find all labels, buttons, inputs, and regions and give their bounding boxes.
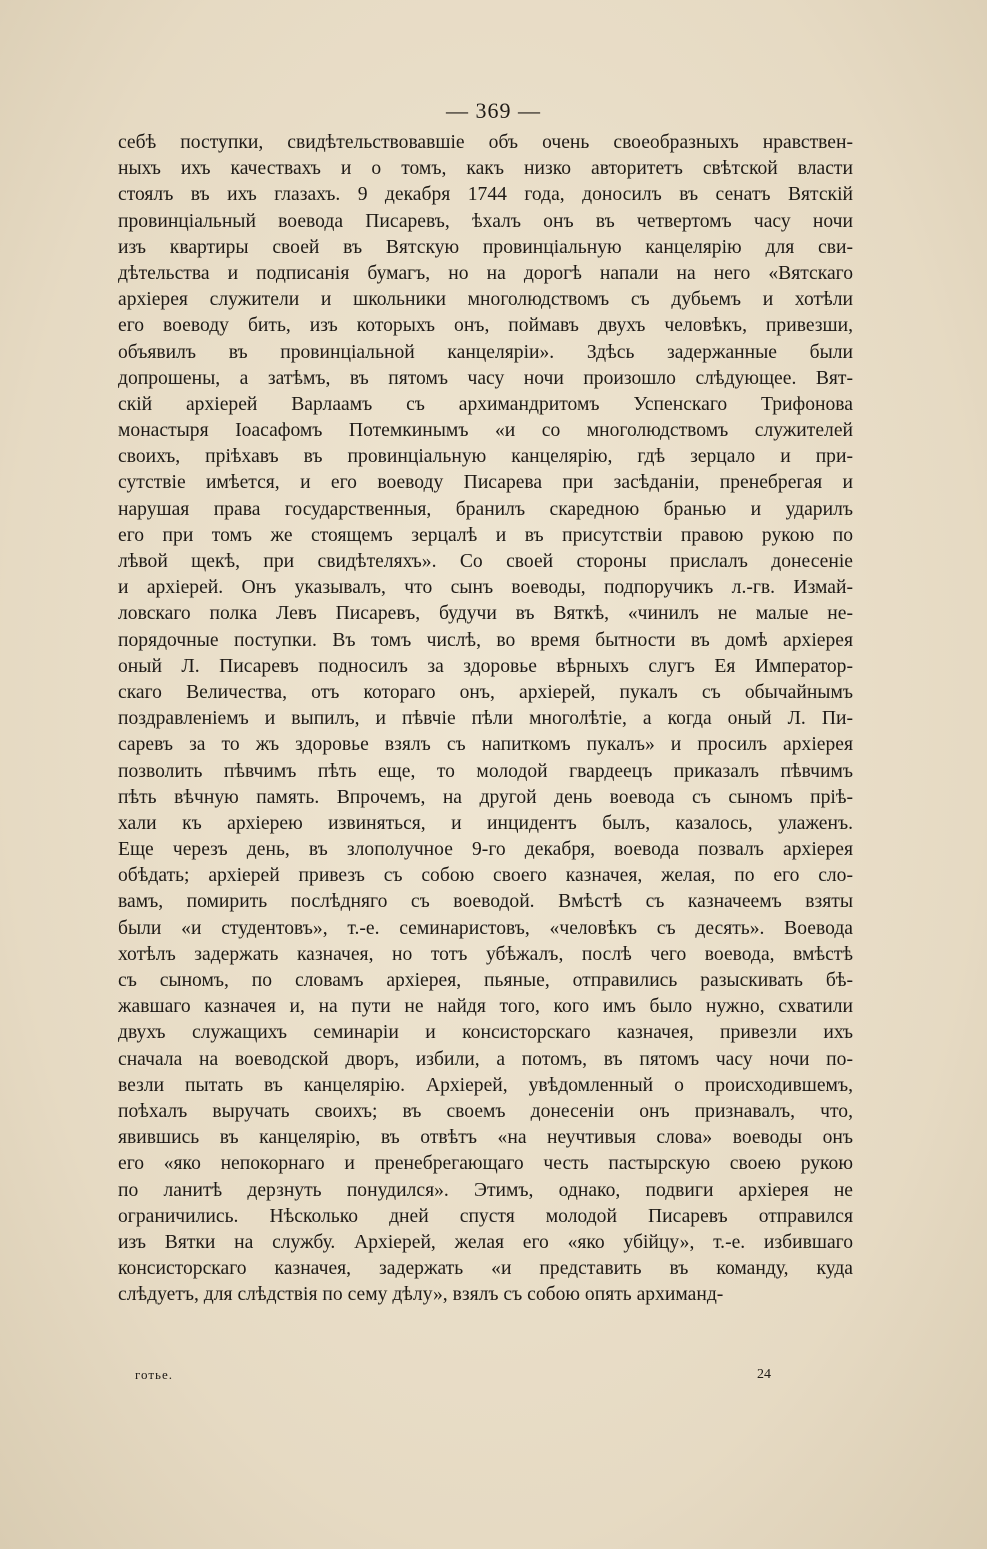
sheet-number: 24 <box>757 1367 771 1382</box>
text-line: обѣдать; архіерей привезъ съ собою своего казначея, желая, по его сло- <box>118 865 853 887</box>
footer-signature: готье. <box>135 1367 173 1382</box>
text-line: сутствіе имѣется, и его воеводу Писарева при засѣданіи, пренебрегая и <box>118 472 853 494</box>
text-line: лѣвой щекѣ, при свидѣтеляхъ». Со своей стороны прислалъ донесеніе <box>118 551 853 572</box>
text-line: поздравленіемъ и выпилъ, и пѣвчіе пѣли многолѣтіе, а когда оный Л. Пи- <box>118 708 853 730</box>
text-line: саревъ за то жъ здоровье взялъ съ напиткомъ пукалъ» и просилъ архіерея <box>118 734 853 756</box>
text-line: оный Л. Писаревъ подносилъ за здоровье вѣрныхъ слугъ Ея Император- <box>118 655 853 677</box>
text-line: провинціальный воевода Писаревъ, ѣхалъ онъ въ четвертомъ часу ночи <box>118 210 853 232</box>
text-line: допрошены, а затѣмъ, въ пятомъ часу ночи произошло слѣдующее. Вят- <box>118 367 853 389</box>
text-line: его «яко непокорнаго и пренебрегающаго честь пастырскую своею рукою <box>118 1153 853 1175</box>
text-line: хотѣлъ задержать казначея, но тотъ убѣжалъ, послѣ чего воевода, вмѣстѣ <box>118 943 853 965</box>
text-line: по ланитѣ дерзнуть понудился». Этимъ, однако, подвиги архіерея не <box>118 1179 853 1201</box>
text-line: съ сыномъ, по словамъ архіерея, пьяные, отправились разыскивать бѣ- <box>118 970 853 991</box>
text-line: порядочные поступки. Въ томъ числѣ, во время бытности въ домѣ архіерея <box>118 629 853 651</box>
text-line: поѣхалъ выручать своихъ; въ своемъ донесеніи онъ признавалъ, что, <box>118 1100 853 1122</box>
text-line: сначала на воеводской дворъ, избили, а потомъ, въ пятомъ часу ночи по- <box>118 1048 853 1070</box>
text-line: себѣ поступки, свидѣтельствовавшіе объ очень своеобразныхъ нравствен- <box>118 132 853 153</box>
text-line: двухъ служащихъ семинаріи и консисторскаго казначея, привезли ихъ <box>118 1022 853 1044</box>
text-line: скаго Величества, отъ котораго онъ, архіерей, пукалъ съ обычайнымъ <box>118 681 853 703</box>
text-line: пѣть вѣчную память. Впрочемъ, на другой день воевода съ сыномъ пріѣ- <box>118 786 853 808</box>
text-line: ограничились. Нѣсколько дней спустя молодой Писаревъ отправился <box>118 1205 853 1227</box>
text-line: скій архіерей Варлаамъ съ архимандритомъ Успенскаго Трифонова <box>118 393 853 415</box>
text-line: явившись въ канцелярію, въ отвѣтъ «на неучтивыя слова» воеводы онъ <box>118 1127 853 1149</box>
text-line: его воеводу бить, изъ которыхъ онъ, поймавъ двухъ человѣкъ, привезши, <box>118 315 853 337</box>
text-line: слѣдуетъ, для слѣдствія по сему дѣлу», взялъ съ собою опять архиманд- <box>118 1284 724 1306</box>
text-line: нарушая права государственныя, бранилъ скаредною бранью и ударилъ <box>118 498 853 520</box>
text-line: изъ квартиры своей въ Вятскую провинціальную канцелярію для сви- <box>118 236 853 258</box>
text-line: дѣтельства и подписанія бумагъ, но на дорогѣ напали на него «Вятскаго <box>118 262 853 284</box>
text-line: ловскаго полка Левъ Писаревъ, будучи въ Вяткѣ, «чинилъ не малые не- <box>118 603 853 625</box>
text-line: своихъ, пріѣхавъ въ провинціальную канцелярію, гдѣ зерцало и при- <box>118 446 853 468</box>
text-line: консисторскаго казначея, задержать «и представить въ команду, куда <box>118 1258 853 1280</box>
page-footer <box>135 1367 771 1383</box>
text-line: были «и студентовъ», т.-е. семинаристовъ, «человѣкъ съ десять». Воевода <box>118 917 853 939</box>
text-line: хали къ архіерею извиняться, и инцидентъ былъ, казалось, улаженъ. <box>118 812 853 834</box>
text-line: вамъ, помирить послѣдняго съ воеводой. Вмѣстѣ съ казначеемъ взяты <box>118 891 853 913</box>
text-line: архіерея служители и школьники многолюдствомъ съ дубьемъ и хотѣли <box>118 289 853 311</box>
text-line: везли пытать въ канцелярію. Архіерей, увѣдомленный о происходившемъ, <box>118 1074 853 1096</box>
text-line: Еще черезъ день, въ злополучное 9-го декабря, воевода позвалъ архіерея <box>118 839 853 861</box>
text-line: ныхъ ихъ качествахъ и о томъ, какъ низко авторитетъ свѣтской власти <box>118 158 853 180</box>
text-line: монастыря Іоасафомъ Потемкинымъ «и со многолюдствомъ служителей <box>118 420 853 442</box>
text-line: объявилъ въ провинціальной канцеляріи». Здѣсь задержанные были <box>118 341 853 363</box>
text-line: позволить пѣвчимъ пѣть еще, то молодой гвардеецъ приказалъ пѣвчимъ <box>118 760 853 782</box>
page-number: — 369 — <box>446 98 541 123</box>
text-line: изъ Вятки на службу. Архіерей, желая его «яко убійцу», т.-е. избившаго <box>118 1231 853 1253</box>
text-line: жавшаго казначея и, на пути не найдя того, кого имъ было нужно, схватили <box>118 996 853 1018</box>
text-line: и архіерей. Онъ указывалъ, что сынъ воеводы, подпоручикъ л.-гв. Измай- <box>118 577 853 599</box>
text-line: его при томъ же стоящемъ зерцалѣ и въ присутствіи правою рукою по <box>118 524 853 546</box>
body-text <box>118 130 853 1308</box>
text-line: стоялъ въ ихъ глазахъ. 9 декабря 1744 года, доносилъ въ сенатъ Вятскій <box>118 184 853 206</box>
